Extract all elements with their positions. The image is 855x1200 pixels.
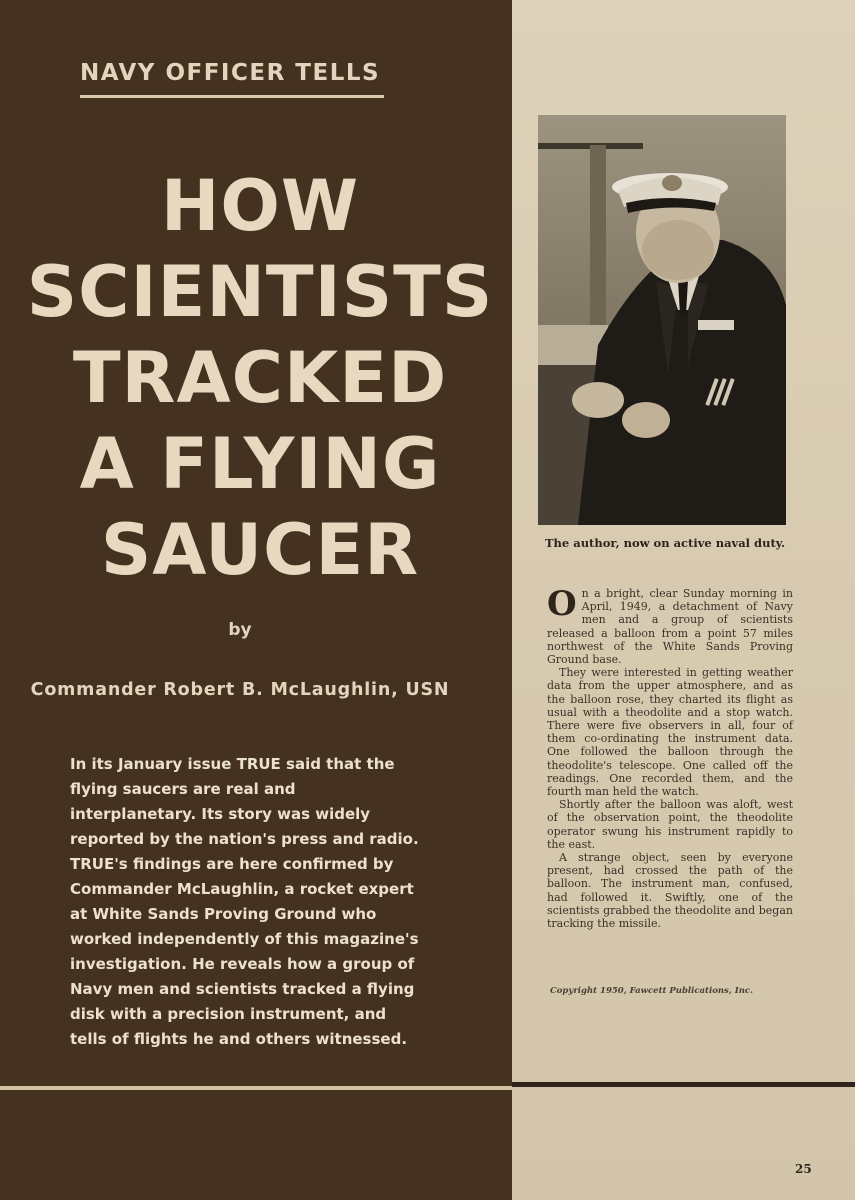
kicker-underline bbox=[80, 95, 384, 98]
title-line: SCIENTISTS bbox=[26, 251, 494, 333]
photo-caption: The author, now on active naval duty. bbox=[545, 536, 786, 550]
author-portrait-image bbox=[538, 115, 786, 525]
intro-blurb: In its January issue TRUE said that the flying saucers are real and interplanetary. Its story was widely reported by the nation's press and radio. TRUE's findings are here confirmed by Commander McLaughlin, a rocket expert at White Sands Proving Ground who worked independently of this magazine's investigation. He reveals how a group of Navy men and scientists tracked a flying disk with a precision instrument, and tells of flights he and others witnessed. bbox=[70, 755, 419, 1048]
body-paragraph: A strange object, seen by everyone present, had crossed the path of the balloon. The instrument man, confused, had followed it. Swiftly, one of the scientists grabbed the theodolite and began tracking the missile. bbox=[547, 851, 793, 931]
byline-by: by bbox=[228, 620, 252, 640]
copyright-notice: Copyright 1950, Fawcett Publications, Inc. bbox=[550, 986, 754, 996]
body-paragraph-text: n a bright, clear Sunday morning in April, 1949, a detachment of Navy men and a group of scientists released a balloon from a point 57 miles northwest of the White Sands Proving Ground base. bbox=[547, 587, 793, 667]
body-paragraph: They were interested in getting weather data from the upper atmosphere, and as the balloon rose, they charted its flight as usual with a theodolite and a stop watch. There were five observers in all, four of them co-ordinating the instrument data. One followed the balloon through the theodolite's telescope. One called off the readings. One recorded them, and the fourth man held the watch. bbox=[547, 666, 793, 799]
body-paragraph bbox=[547, 584, 793, 667]
bottom-rule-left bbox=[0, 1086, 512, 1090]
article-title bbox=[20, 163, 500, 593]
title-line: SAUCER bbox=[100, 509, 420, 591]
title-line: A FLYING bbox=[79, 423, 441, 505]
drop-cap: O bbox=[547, 584, 577, 624]
kicker-headline: NAVY OFFICER TELLS bbox=[80, 60, 381, 86]
article-body bbox=[547, 584, 793, 931]
title-line: HOW bbox=[160, 165, 360, 247]
body-paragraph: Shortly after the balloon was aloft, west of the observation point, the theodolite operator swung his instrument rapidly to the east. bbox=[547, 798, 793, 851]
title-line: TRACKED bbox=[72, 337, 448, 419]
author-photo bbox=[538, 115, 786, 525]
author-name: Commander Robert B. McLaughlin, USN bbox=[30, 680, 450, 700]
bottom-rule-right bbox=[512, 1082, 855, 1087]
page-number: 25 bbox=[795, 1162, 812, 1176]
